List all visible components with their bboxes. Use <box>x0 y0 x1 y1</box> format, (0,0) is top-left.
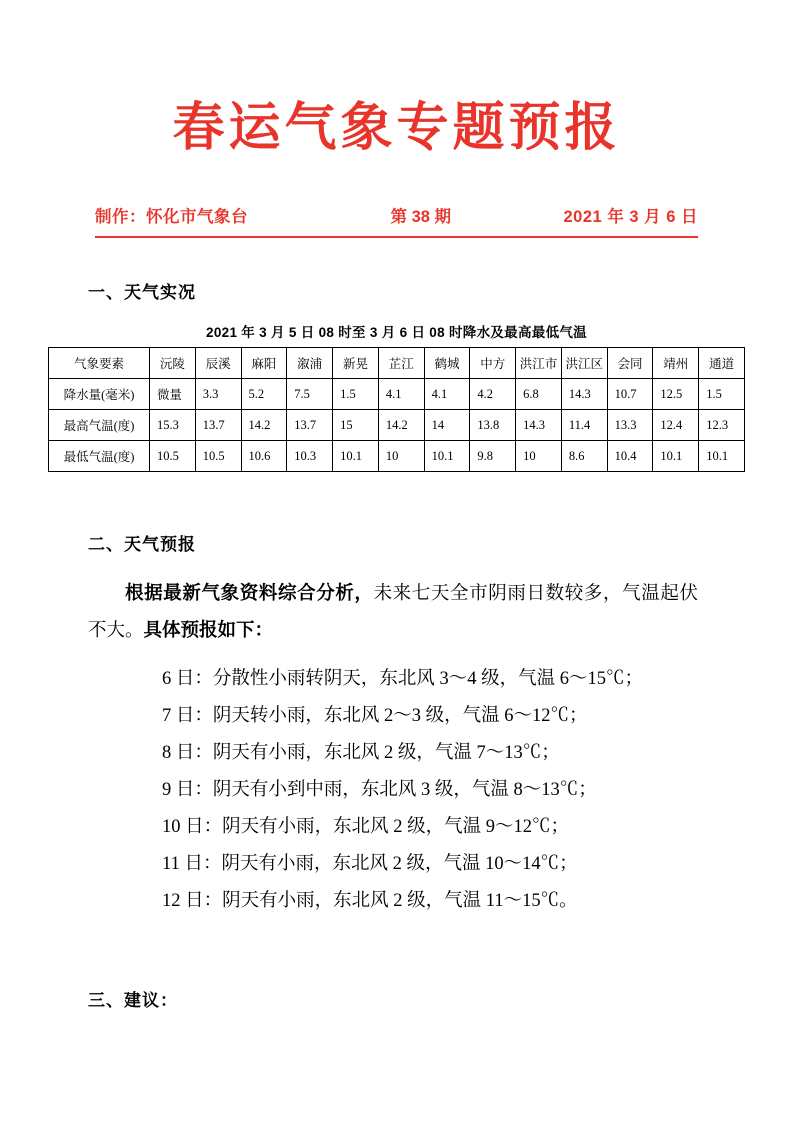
forecast-day-item: 10 日：阴天有小雨，东北风 2 级，气温 9～12℃； <box>162 817 570 838</box>
table-row <box>49 379 745 410</box>
table-cell: 4.1 <box>378 379 424 410</box>
table-row-label: 最低气温(度) <box>49 441 150 472</box>
table-cell: 12.3 <box>699 410 745 441</box>
table-cell: 10.1 <box>653 441 699 472</box>
table-column-header: 会同 <box>607 348 653 379</box>
table-cell: 14.2 <box>241 410 287 441</box>
table-cell: 10 <box>378 441 424 472</box>
table-cell: 10 <box>516 441 562 472</box>
table-cell: 7.5 <box>287 379 333 410</box>
table-cell: 6.8 <box>516 379 562 410</box>
table-cell: 15 <box>333 410 379 441</box>
table-column-header: 洪江区 <box>561 348 607 379</box>
header-divider <box>95 236 698 238</box>
table-cell: 4.1 <box>424 379 470 410</box>
table-column-header: 沅陵 <box>150 348 196 379</box>
section-heading-forecast: 二、天气预报 <box>88 535 196 555</box>
forecast-intro-bold-tail: 具体预报如下： <box>143 619 274 641</box>
forecast-intro-plain: 未来七天全市阴雨日数较多，气温起伏不大。 <box>88 584 698 642</box>
table-cell: 3.3 <box>195 379 241 410</box>
table-cell: 13.7 <box>195 410 241 441</box>
header-maker: 制作：怀化市气象台 <box>95 208 248 227</box>
table-cell: 12.4 <box>653 410 699 441</box>
forecast-day-item: 6 日：分散性小雨转阴天，东北风 3～4 级，气温 6～15℃； <box>162 669 644 690</box>
table-column-header: 溆浦 <box>287 348 333 379</box>
table-cell: 11.4 <box>561 410 607 441</box>
table-cell: 8.6 <box>561 441 607 472</box>
table-cell: 14.3 <box>516 410 562 441</box>
table-cell: 1.5 <box>333 379 379 410</box>
header-issue-number: 第 38 期 <box>390 208 452 227</box>
table-cell: 13.8 <box>470 410 516 441</box>
table-column-header: 辰溪 <box>195 348 241 379</box>
forecast-day-item: 12 日：阴天有小雨，东北风 2 级，气温 11～15℃。 <box>162 891 578 912</box>
table-cell: 5.2 <box>241 379 287 410</box>
table-cell: 10.7 <box>607 379 653 410</box>
table-row <box>49 410 745 441</box>
table-cell: 10.1 <box>333 441 379 472</box>
table-column-header: 鹤城 <box>424 348 470 379</box>
section-heading-observations: 一、天气实况 <box>88 283 196 303</box>
table-column-header: 新晃 <box>333 348 379 379</box>
table-column-header: 通道 <box>699 348 745 379</box>
forecast-day-item: 8 日：阴天有小雨，东北风 2 级，气温 7～13℃； <box>162 743 560 764</box>
forecast-day-list <box>0 661 793 920</box>
page-title: 春运气象专题预报 <box>172 99 621 157</box>
table-cell: 14.2 <box>378 410 424 441</box>
section-heading-suggestions: 三、建议： <box>88 991 178 1011</box>
forecast-intro-bold-lead: 根据最新气象资料综合分析， <box>125 582 374 604</box>
table-cell: 10.5 <box>195 441 241 472</box>
table-cell: 10.5 <box>150 441 196 472</box>
table-header-row <box>49 348 745 379</box>
table-row-label: 最高气温(度) <box>49 410 150 441</box>
table-cell: 10.3 <box>287 441 333 472</box>
table-column-header: 麻阳 <box>241 348 287 379</box>
table-cell: 10.1 <box>699 441 745 472</box>
forecast-day-item: 11 日：阴天有小雨，东北风 2 级，气温 10～14℃； <box>162 854 578 875</box>
forecast-intro-paragraph <box>0 575 793 649</box>
table-cell: 10.1 <box>424 441 470 472</box>
observation-table <box>48 347 745 472</box>
table-cell: 15.3 <box>150 410 196 441</box>
table-column-header: 中方 <box>470 348 516 379</box>
table-cell: 14.3 <box>561 379 607 410</box>
table-cell: 微量 <box>150 379 196 410</box>
table-cell: 10.6 <box>241 441 287 472</box>
header-date: 2021 年 3 月 6 日 <box>563 208 698 227</box>
table-row-label: 降水量(毫米) <box>49 379 150 410</box>
table-cell: 10.4 <box>607 441 653 472</box>
table-cell: 13.7 <box>287 410 333 441</box>
forecast-day-item: 9 日：阴天有小到中雨，东北风 3 级，气温 8～13℃； <box>162 780 597 801</box>
table-cell: 14 <box>424 410 470 441</box>
table-cell: 13.3 <box>607 410 653 441</box>
table-cell: 4.2 <box>470 379 516 410</box>
table-column-header: 气象要素 <box>49 348 150 379</box>
table-column-header: 芷江 <box>378 348 424 379</box>
table-column-header: 洪江市 <box>516 348 562 379</box>
forecast-day-item: 7 日：阴天转小雨，东北风 2～3 级，气温 6～12℃； <box>162 706 588 727</box>
table-column-header: 靖州 <box>653 348 699 379</box>
table-row <box>49 441 745 472</box>
table-caption: 2021 年 3 月 5 日 08 时至 3 月 6 日 08 时降水及最高最低气温 <box>206 325 587 341</box>
document-header-line <box>0 203 793 227</box>
table-cell: 1.5 <box>699 379 745 410</box>
table-cell: 9.8 <box>470 441 516 472</box>
table-cell: 12.5 <box>653 379 699 410</box>
